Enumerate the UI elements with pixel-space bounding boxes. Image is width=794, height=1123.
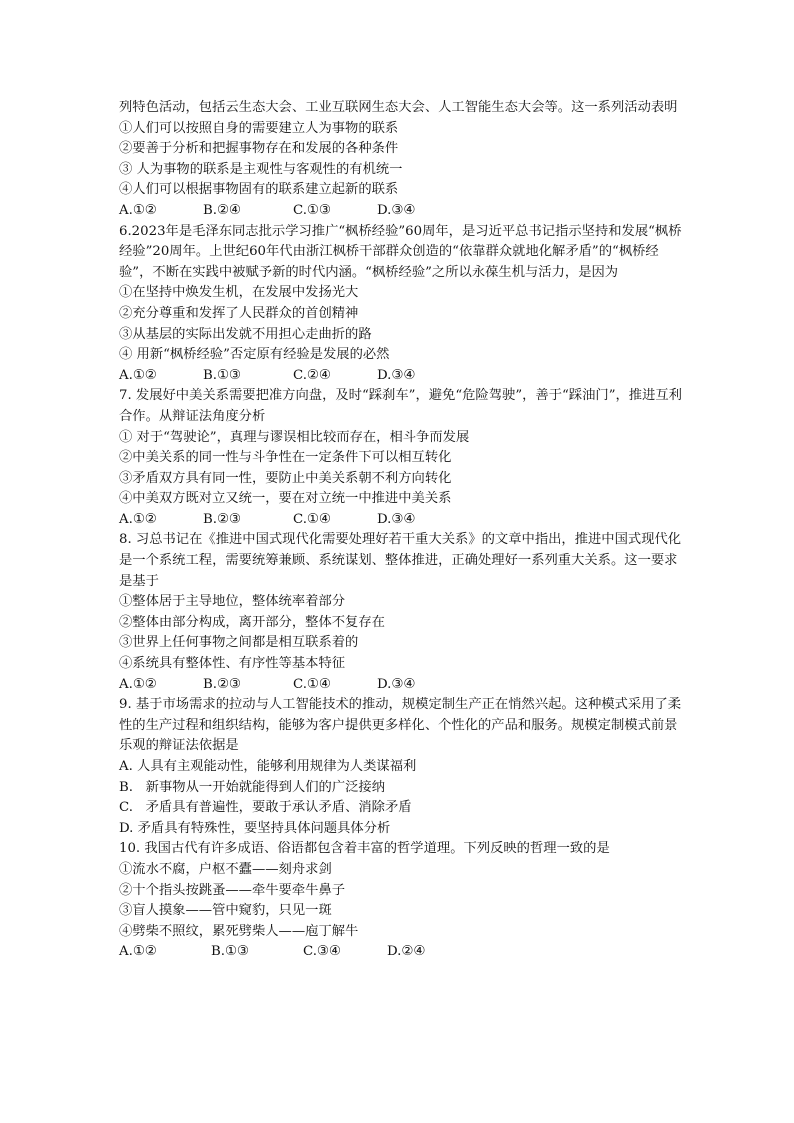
option-b: B.①③ bbox=[203, 367, 241, 383]
question-9 bbox=[119, 695, 689, 839]
option-b: B.②③ bbox=[203, 676, 241, 692]
question-6 bbox=[119, 222, 689, 387]
option-d: D.②④ bbox=[387, 944, 426, 960]
statement-item: ④ 用新“枫桥经验”否定原有经验是发展的必然 bbox=[119, 347, 390, 363]
statement-item: ③ 人为事物的联系是主观性与客观性的有机统一 bbox=[119, 161, 403, 177]
question-5 bbox=[119, 98, 689, 222]
answer-options bbox=[119, 366, 689, 387]
statement-item: ③矛盾双方具有同一性，要防止中美关系朝不利方向转化 bbox=[119, 470, 452, 486]
statement-item: ②充分尊重和发挥了人民群众的首创精神 bbox=[119, 305, 359, 321]
answer-options bbox=[119, 201, 689, 222]
option-d: D.③④ bbox=[377, 367, 416, 383]
statement-item: ②整体由部分构成，离开部分，整体不复存在 bbox=[119, 614, 385, 630]
statement-item: ④劈柴不照纹，累死劈柴人——庖丁解牛 bbox=[119, 923, 359, 939]
statement-item: ①流水不腐，户枢不蠹——刻舟求剑 bbox=[119, 861, 332, 877]
question-8 bbox=[119, 530, 689, 695]
option-b: B.②③ bbox=[203, 511, 241, 527]
option-c: C.①③ bbox=[293, 202, 331, 218]
statement-item: ④系统具有整体性、有序性等基本特征 bbox=[119, 656, 346, 672]
question-10 bbox=[119, 839, 689, 963]
statement-item: ②要善于分析和把握事物存在和发展的各种条件 bbox=[119, 141, 399, 157]
answer-options bbox=[119, 510, 689, 531]
statement-item: ① 对于“驾驶论”，真理与谬误相比较而存在，相斗争而发展 bbox=[119, 429, 470, 445]
option-c: C.③④ bbox=[303, 944, 341, 960]
option-a: A.①② bbox=[119, 944, 157, 960]
option-c: C.②④ bbox=[293, 367, 331, 383]
statement-item: ①整体居于主导地位，整体统率着部分 bbox=[119, 594, 346, 610]
question-stem: 6.2023年是毛泽东同志批示学习推广“枫桥经验”60周年，是习近平总书记指示坚持和发展“枫桥经验”20周年。上世纪60年代由浙江枫桥干部群众创造的“依靠群众就地化解矛盾”的“枫桥经验”，不断在实践中被赋予新的时代内涵。“枫桥经验”之所以永葆生机与活力，是因为 bbox=[119, 223, 682, 280]
option-a: A.①② bbox=[119, 202, 157, 218]
option-d: D.③④ bbox=[377, 511, 416, 527]
option-c: C.①④ bbox=[293, 511, 331, 527]
question-stem: 7. 发展好中美关系需要把准方向盘，及时“踩刹车”，避免“危险驾驶”，善于“踩油门”，推进互利合作。从辩证法角度分析 bbox=[119, 388, 682, 424]
question-stem: 8. 习总书记在《推进中国式现代化需要处理好若干重大关系》的文章中指出，推进中国式现代化是一个系统工程，需要统筹兼顾、系统谋划、整体推进，正确处理好一系列重大关系。这一要求是基于 bbox=[119, 532, 682, 589]
statement-item: ①在坚持中焕发生机，在发展中发扬光大 bbox=[119, 285, 359, 301]
option-item: D. 矛盾具有特殊性，要坚持具体问题具体分析 bbox=[119, 820, 391, 836]
option-c: C.①④ bbox=[293, 676, 331, 692]
question-stem: 10. 我国古代有许多成语、俗语都包含着丰富的哲学道理。下列反映的哲理一致的是 bbox=[119, 841, 610, 857]
option-b: B.①③ bbox=[211, 944, 249, 960]
answer-options bbox=[119, 942, 689, 963]
question-stem: 列特色活动，包括云生态大会、工业互联网生态大会、人工智能生态大会等。这一系列活动表明 bbox=[119, 100, 678, 115]
statement-item: ③从基层的实际出发就不用担心走曲折的路 bbox=[119, 326, 372, 342]
question-7 bbox=[119, 386, 689, 530]
option-b: B.②④ bbox=[203, 202, 241, 218]
option-item: B. 新事物从一开始就能得到人们的广泛接纳 bbox=[119, 779, 386, 795]
statement-item: ④中美双方既对立又统一，要在对立统一中推进中美关系 bbox=[119, 491, 452, 507]
statement-item: ①人们可以按照自身的需要建立人为事物的联系 bbox=[119, 120, 399, 136]
statement-item: ③盲人摸象——管中窥豹，只见一斑 bbox=[119, 903, 332, 919]
option-a: A.①② bbox=[119, 367, 157, 383]
option-item: C. 矛盾具有普遍性，要敢于承认矛盾、消除矛盾 bbox=[119, 800, 412, 816]
statement-item: ③世界上任何事物之间都是相互联系着的 bbox=[119, 635, 359, 651]
exam-page bbox=[119, 98, 689, 963]
option-d: D.③④ bbox=[377, 202, 416, 218]
option-a: A.①② bbox=[119, 676, 157, 692]
statement-item: ②十个指头按跳蚤——牵牛要牵牛鼻子 bbox=[119, 882, 346, 898]
answer-options bbox=[119, 675, 689, 696]
statement-item: ②中美关系的同一性与斗争性在一定条件下可以相互转化 bbox=[119, 450, 452, 466]
option-a: A.①② bbox=[119, 511, 157, 527]
option-item: A. 人具有主观能动性，能够利用规律为人类谋福利 bbox=[119, 759, 417, 774]
question-stem: 9. 基于市场需求的拉动与人工智能技术的推动，规模定制生产正在悄然兴起。这种模式采用了柔性的生产过程和组织结构，能够为客户提供更多样化、个性化的产品和服务。规模定制模式前景乐观的辩证法依据是 bbox=[119, 697, 682, 754]
statement-item: ④人们可以根据事物固有的联系建立起新的联系 bbox=[119, 182, 399, 198]
option-d: D.③④ bbox=[377, 676, 416, 692]
